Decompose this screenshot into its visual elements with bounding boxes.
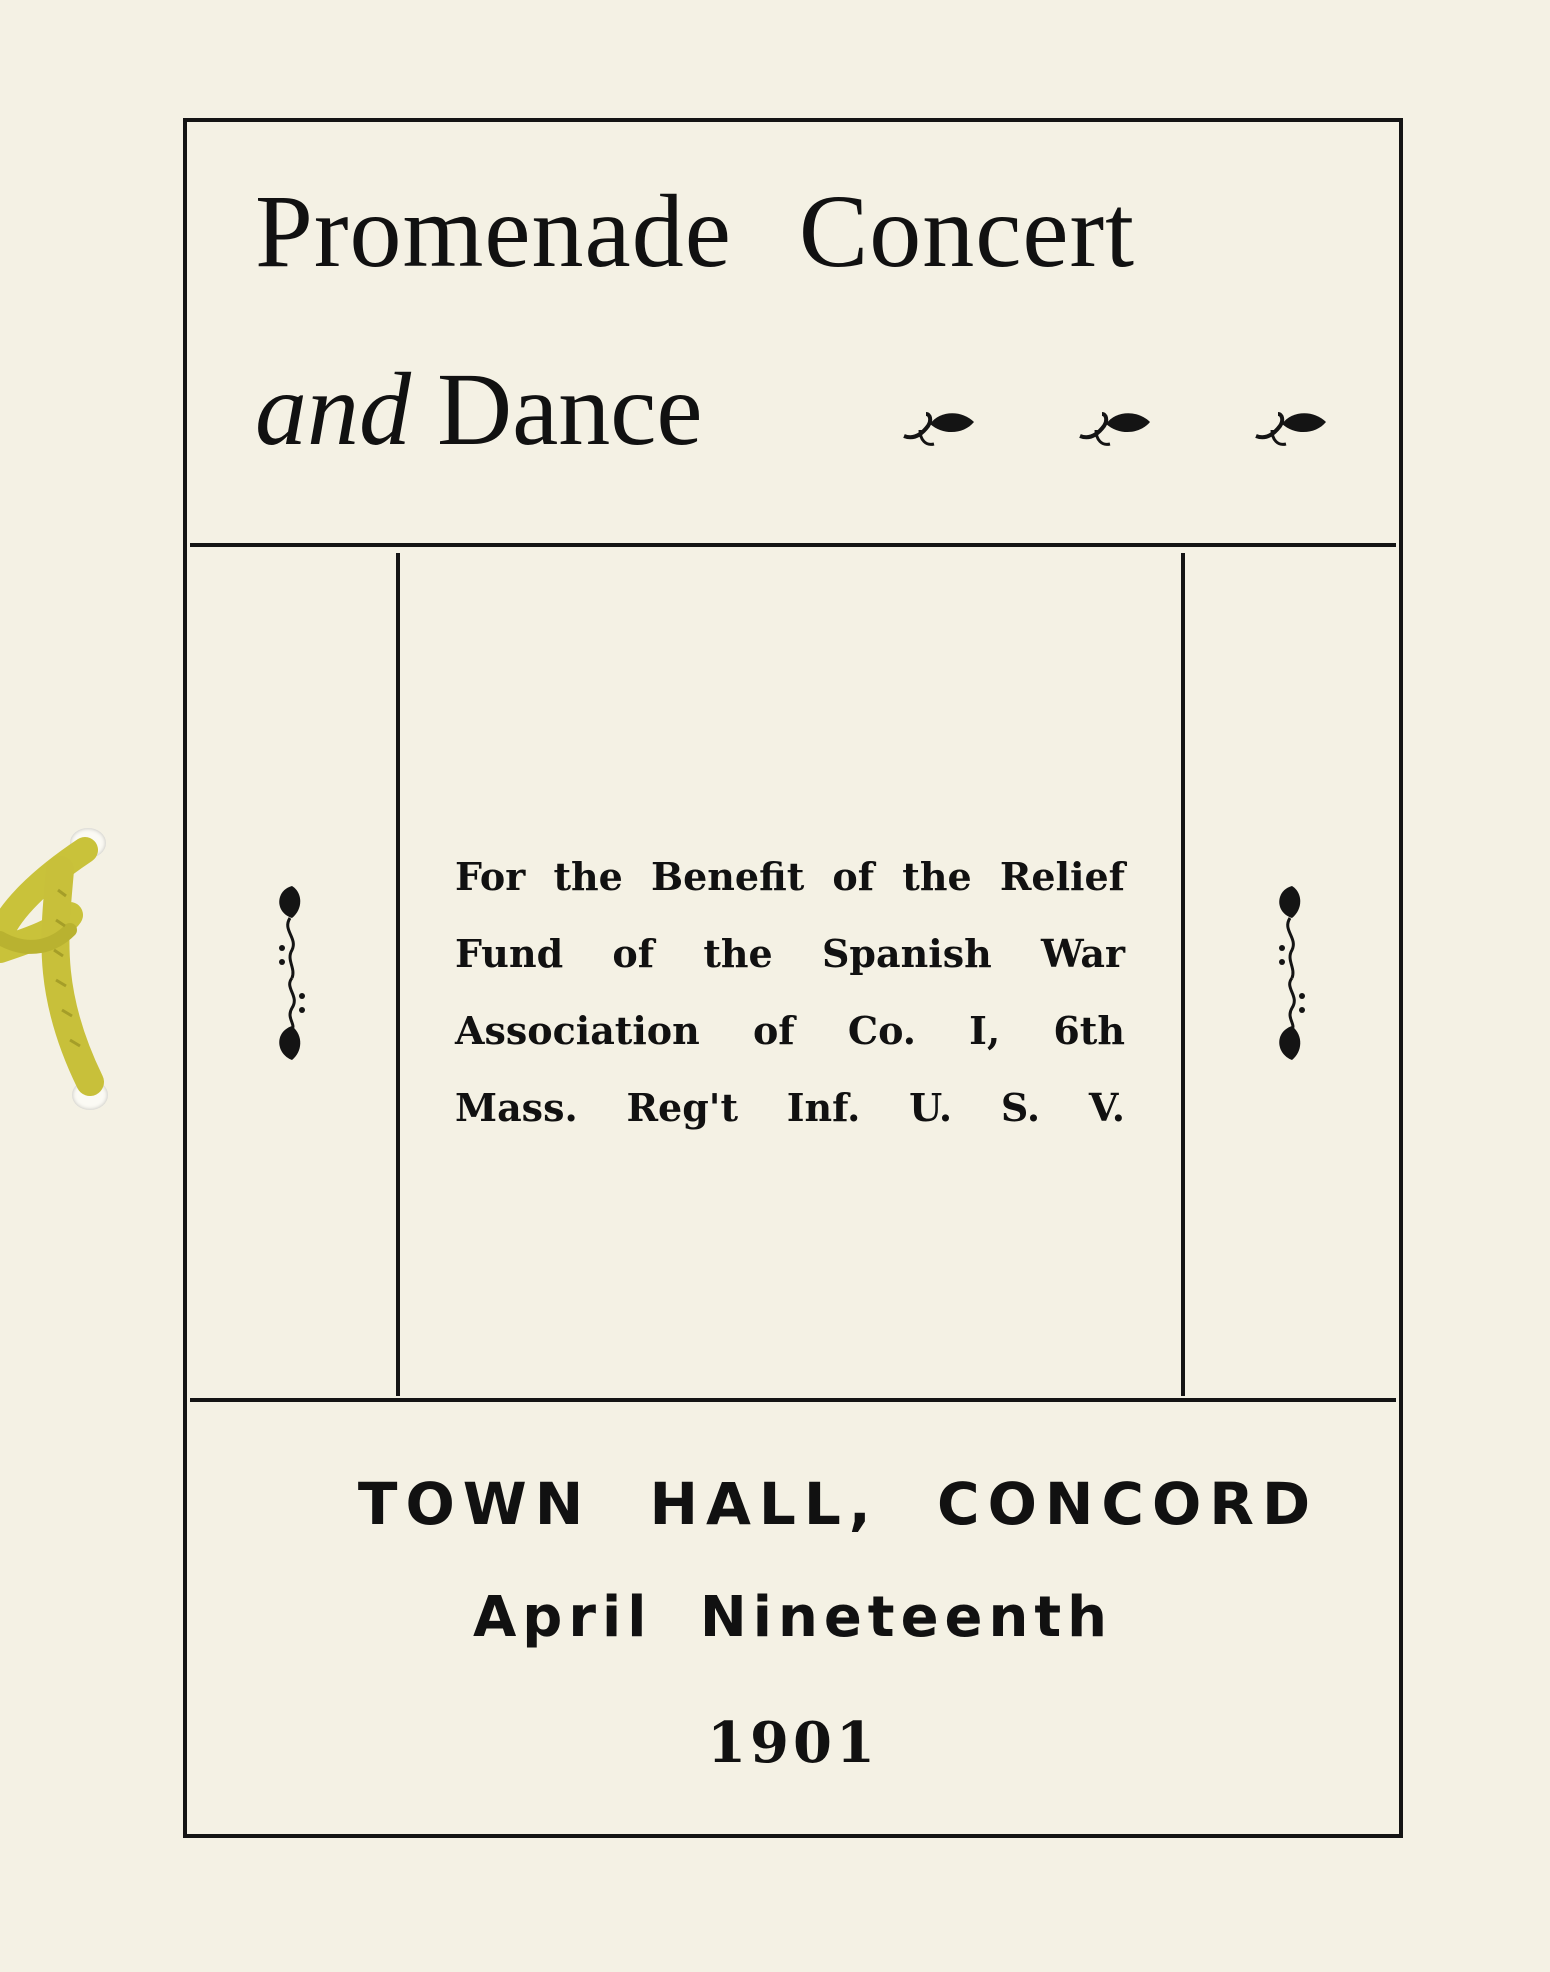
page-title: Promenade Concert [255, 174, 1136, 289]
leaf-vine-icon [1252, 400, 1332, 450]
title-dance: Dance [437, 352, 703, 467]
benefit-statement [455, 838, 1125, 1146]
left-inner-rule [396, 553, 400, 1396]
header-divider [190, 543, 1396, 547]
venue-place [187, 1470, 1399, 1538]
event-date: April Nineteenth [472, 1585, 1114, 1650]
yellow-cord-icon [0, 820, 120, 1110]
page-subtitle [255, 350, 703, 470]
benefit-line: Mass. Reg't Inf. U. S. V. [455, 1085, 1125, 1130]
scroll-flourish-icon [1262, 878, 1322, 1068]
scroll-flourish-icon [262, 878, 322, 1068]
footer-divider [190, 1398, 1396, 1402]
leaf-vine-icon [900, 400, 980, 450]
leaf-vine-icon [1076, 400, 1156, 450]
title-and: and [255, 352, 411, 467]
benefit-line: Association of Co. I, 6th [455, 1008, 1125, 1053]
benefit-line: Fund of the Spanish War [455, 931, 1125, 976]
venue-place-text: TOWN HALL, CONCORD [357, 1470, 1319, 1538]
right-inner-rule [1181, 553, 1185, 1396]
benefit-line: For the Benefit of the Relief [455, 854, 1125, 899]
event-year: 1901 [707, 1710, 879, 1776]
